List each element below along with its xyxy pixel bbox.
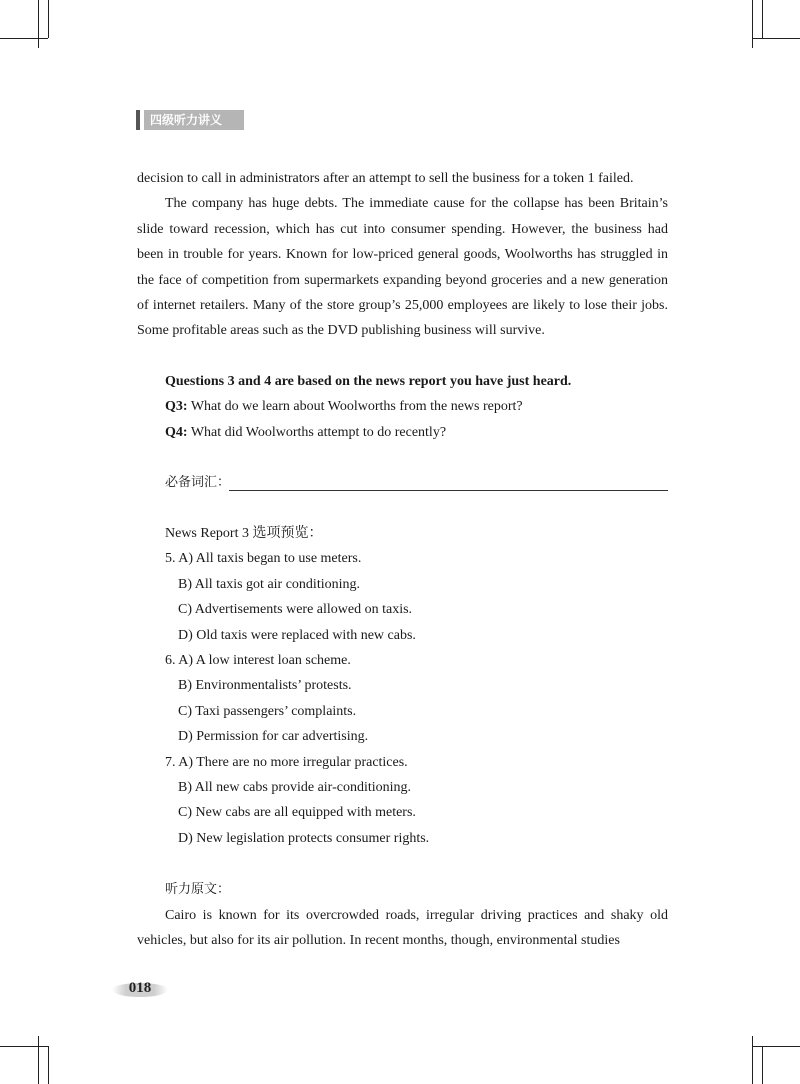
option-5d: D) Old taxis were replaced with new cabs. xyxy=(178,627,416,643)
crop-mark-top-left-h xyxy=(0,38,48,39)
questions-block xyxy=(165,369,571,445)
section-header-label: 四级听力讲义 xyxy=(144,110,244,130)
header-accent-bar xyxy=(136,110,140,130)
page-number: 018 xyxy=(128,980,152,996)
question-3-label: Q3: xyxy=(165,399,188,415)
paragraph-woolworths-debts: The company has huge debts. The immediate cause for the collapse has been Britain’s slide toward recession, which has cut into consumer spending. However, the business had been in trouble for years. Known for low-priced general goods, Woolworths has struggled in the face of competition from supermarkets expanding beyond groceries and a new generation of internet retailers. Many of the store group’s 25,000 employees are likely to lose their jobs. Some profitable areas such as the DVD publishing business will survive. xyxy=(137,196,668,339)
option-6a: 6. A) A low interest loan scheme. xyxy=(165,653,351,669)
option-5c: C) Advertisements were allowed on taxis. xyxy=(178,602,413,618)
transcript-label: 听力原文： xyxy=(165,882,231,897)
crop-mark-bottom-right-v2 xyxy=(762,1046,763,1084)
question-3 xyxy=(165,394,571,419)
question-4 xyxy=(165,420,571,445)
option-7d: D) New legislation protects consumer rights. xyxy=(178,830,430,846)
option-6d: D) Permission for car advertising. xyxy=(178,729,369,745)
vocab-blank-line[interactable] xyxy=(229,490,668,491)
question-3-text: What do we learn about Woolworths from the news report? xyxy=(190,399,523,415)
option-7c: C) New cabs are all equipped with meters. xyxy=(178,805,416,821)
crop-mark-top-right-v xyxy=(752,0,753,48)
questions-intro: Questions 3 and 4 are based on the news report you have just heard. xyxy=(165,374,572,389)
paragraph-continuation: decision to call in administrators after an attempt to sell the business for a token 1 failed. xyxy=(137,171,634,186)
crop-mark-top-right-h xyxy=(752,38,800,39)
preview-title: News Report 3 选项预览： xyxy=(165,526,323,541)
crop-mark-bottom-left-v2 xyxy=(48,1046,49,1084)
crop-mark-top-left-v2 xyxy=(48,0,49,38)
option-5b: B) All taxis got air conditioning. xyxy=(178,576,360,592)
question-4-text: What did Woolworths attempt to do recently? xyxy=(190,424,447,440)
option-7b: B) All new cabs provide air-conditioning. xyxy=(178,780,412,796)
crop-mark-top-left-v xyxy=(38,0,39,48)
option-7a: 7. A) There are no more irregular practices. xyxy=(165,754,408,770)
transcript-paragraph: Cairo is known for its overcrowded roads, irregular driving practices and shaky old vehicles, but also for its air pollution. In recent months, though, environmental studies xyxy=(137,908,668,949)
crop-mark-bottom-left-h xyxy=(0,1046,48,1047)
question-4-label: Q4: xyxy=(165,424,188,440)
crop-mark-bottom-left-v xyxy=(38,1036,39,1084)
option-5a: 5. A) All taxis began to use meters. xyxy=(165,551,362,567)
crop-mark-bottom-right-v xyxy=(752,1036,753,1084)
transcript-body xyxy=(137,903,668,954)
crop-mark-bottom-right-h xyxy=(752,1046,800,1047)
crop-mark-top-right-v2 xyxy=(762,0,763,38)
option-6b: B) Environmentalists’ protests. xyxy=(178,678,352,694)
preview-block xyxy=(165,521,429,851)
page-number-badge xyxy=(112,978,168,1002)
article-body xyxy=(137,166,668,344)
option-6c: C) Taxi passengers’ complaints. xyxy=(178,703,357,719)
vocab-label: 必备词汇： xyxy=(165,475,231,490)
